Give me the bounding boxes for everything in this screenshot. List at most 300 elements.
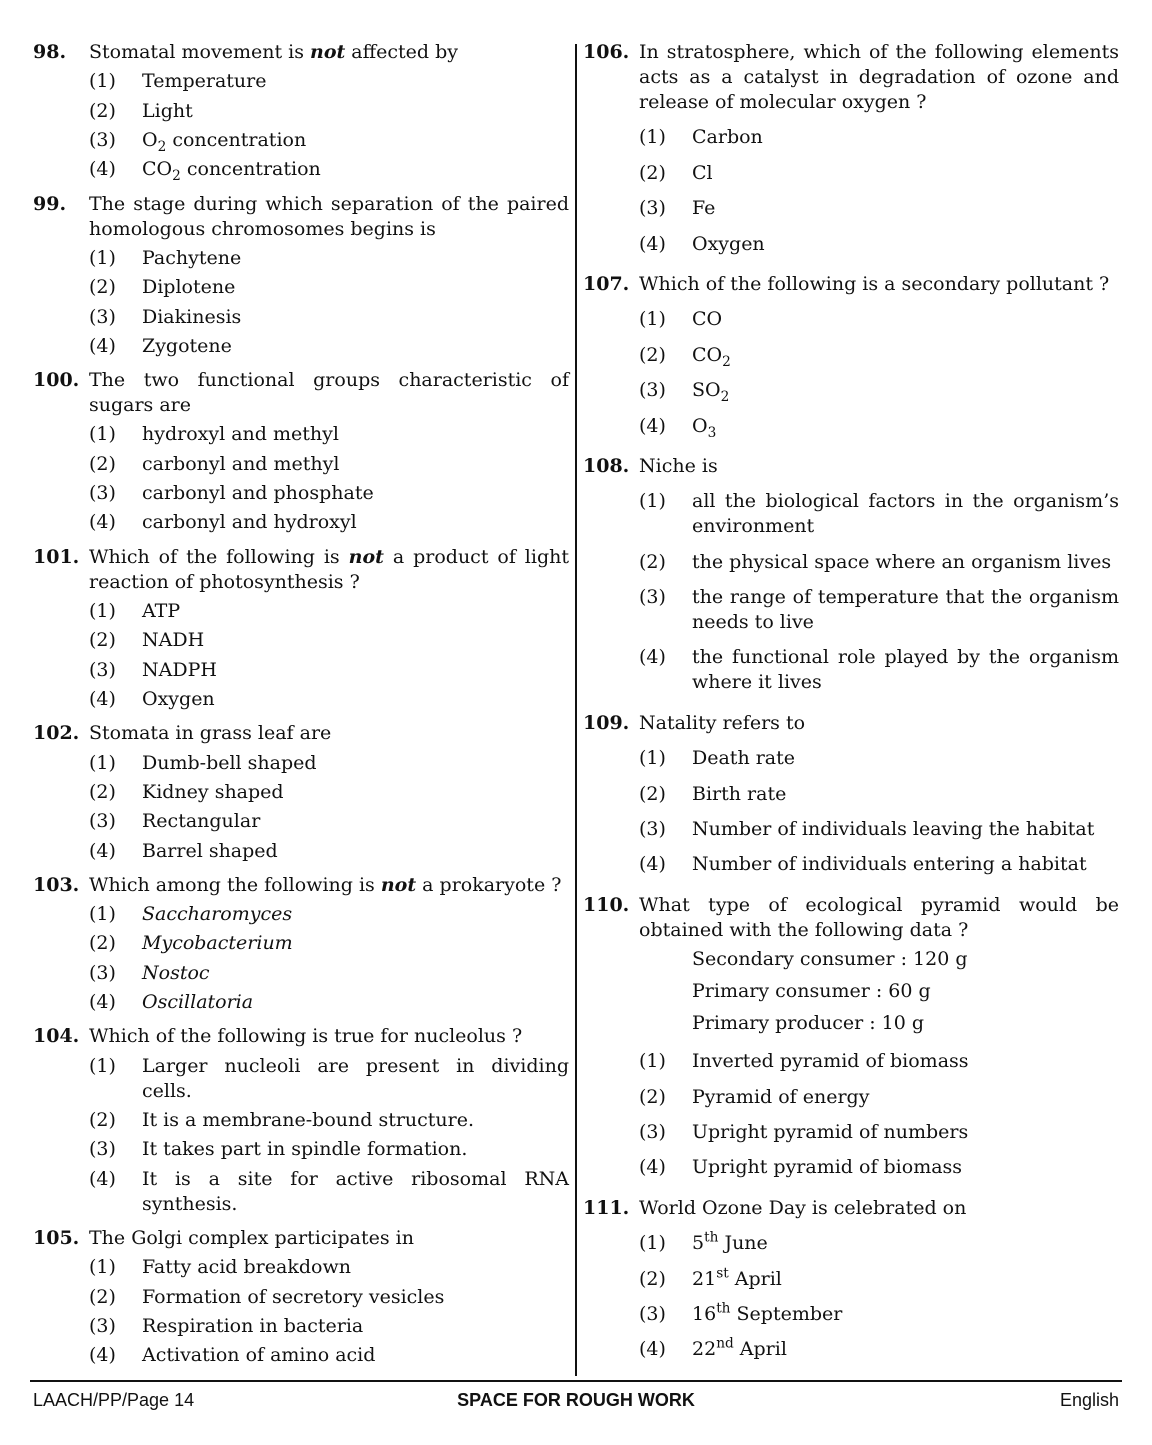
text-run: April <box>733 1338 787 1361</box>
text-run: 2 <box>720 388 730 405</box>
data-line: Secondary consumer : 120 g <box>692 947 968 970</box>
option-1 <box>89 1054 569 1104</box>
option-text <box>142 687 569 712</box>
text-run: NADPH <box>142 658 217 681</box>
option-number: (3) <box>639 379 666 402</box>
question-number: 108. <box>583 454 630 477</box>
option-list <box>89 1255 569 1368</box>
question-row <box>33 192 569 242</box>
question-number: 98. <box>33 41 67 63</box>
text-run: 22 <box>692 1338 717 1361</box>
option-text <box>142 990 569 1015</box>
option-3 <box>89 481 569 506</box>
question-number: 106. <box>583 41 630 63</box>
text-run: CO <box>692 308 723 331</box>
option-4 <box>89 1167 569 1217</box>
text-run: The Golgi complex participates in <box>89 1226 414 1249</box>
option-number: (2) <box>89 629 116 652</box>
option-4 <box>639 414 1119 439</box>
option-2 <box>89 628 569 653</box>
question-row <box>33 545 569 595</box>
question-109 <box>583 711 1119 878</box>
column-divider <box>575 44 577 1376</box>
option-number: (3) <box>89 810 116 833</box>
text-run: Dumb-bell shaped <box>142 751 317 774</box>
text-run: Oxygen <box>142 687 215 710</box>
option-text <box>692 852 1119 877</box>
option-text <box>692 343 1119 368</box>
data-line: Primary consumer : 60 g <box>692 979 931 1002</box>
option-text <box>142 839 569 864</box>
option-list <box>89 422 569 535</box>
question-text <box>639 711 1119 736</box>
question-text <box>89 1226 569 1251</box>
option-3 <box>89 305 569 330</box>
text-run: Oxygen <box>692 232 765 255</box>
question-row <box>33 40 569 65</box>
option-text <box>142 809 569 834</box>
text-run: 21 <box>692 1267 717 1290</box>
question-107 <box>583 272 1119 439</box>
option-number: (4) <box>89 839 116 862</box>
option-1 <box>89 751 569 776</box>
text-run: Natality refers to <box>639 711 806 734</box>
question-103 <box>33 873 569 1015</box>
text-run: April <box>728 1267 782 1290</box>
text-run: a product of light reaction of photosynthesis ? <box>89 545 569 593</box>
option-text <box>692 1155 1119 1180</box>
option-text <box>692 414 1119 439</box>
option-number: (4) <box>639 646 666 669</box>
option-text <box>142 1314 569 1339</box>
option-number: (1) <box>89 1054 116 1077</box>
option-number: (4) <box>639 232 666 255</box>
text-run: SO <box>692 379 721 402</box>
question-104 <box>33 1024 569 1216</box>
option-number: (4) <box>89 511 116 534</box>
text-run: The stage during which separation of the paired homologous chromosomes begins is <box>89 192 569 240</box>
question-number: 109. <box>583 711 630 734</box>
option-text <box>692 489 1119 539</box>
option-number: (3) <box>89 1138 116 1161</box>
option-text <box>692 746 1119 771</box>
question-text <box>639 454 1119 479</box>
option-2 <box>639 1267 1119 1292</box>
option-text <box>142 305 569 330</box>
option-list <box>639 125 1119 256</box>
option-text <box>142 481 569 506</box>
text-run: Fatty acid breakdown <box>142 1256 351 1279</box>
option-text <box>692 1049 1119 1074</box>
text-run: Nostoc <box>142 961 210 984</box>
option-number: (2) <box>89 932 116 955</box>
text-run: Which among the following is <box>89 873 381 896</box>
option-text <box>142 334 569 359</box>
option-1 <box>639 307 1119 332</box>
text-run: Diakinesis <box>142 305 242 328</box>
option-number: (1) <box>89 423 116 446</box>
question-98 <box>33 40 569 185</box>
text-run: all the biological factors in the organism’s environment <box>692 490 1119 538</box>
question-number: 101. <box>33 545 80 568</box>
option-list <box>639 307 1119 441</box>
option-text <box>142 1167 569 1217</box>
option-text <box>692 1302 1119 1327</box>
option-text <box>142 931 569 956</box>
option-2 <box>89 1108 569 1133</box>
question-row <box>583 272 1119 297</box>
option-number: (3) <box>89 961 116 984</box>
option-2 <box>89 931 569 956</box>
option-text <box>692 378 1119 403</box>
text-run: O <box>142 128 158 151</box>
option-number: (4) <box>639 1156 666 1179</box>
option-3 <box>639 1302 1119 1327</box>
option-text <box>142 1054 569 1104</box>
text-run: concentration <box>180 158 321 181</box>
option-number: (2) <box>639 550 666 573</box>
option-text <box>142 157 569 185</box>
option-number: (2) <box>639 161 666 184</box>
option-4 <box>639 852 1119 877</box>
text-run: Upright pyramid of biomass <box>692 1156 963 1179</box>
option-2 <box>639 782 1119 807</box>
option-number: (4) <box>89 1167 116 1190</box>
option-number: (3) <box>89 482 116 505</box>
text-run: Formation of secretory vesicles <box>142 1285 445 1308</box>
text-run: CO <box>142 158 173 181</box>
text-run: Stomata in grass leaf are <box>89 722 332 745</box>
question-text <box>89 192 569 242</box>
option-2 <box>639 161 1119 186</box>
text-run: a prokaryote ? <box>416 873 562 896</box>
question-number: 103. <box>33 873 80 896</box>
option-number: (2) <box>89 1285 116 1308</box>
option-text <box>142 69 569 94</box>
option-1 <box>639 125 1119 150</box>
text-run: CO <box>692 343 723 366</box>
option-4 <box>89 687 569 712</box>
option-number: (3) <box>639 586 666 609</box>
option-text <box>142 751 569 776</box>
option-number: (2) <box>639 1267 666 1290</box>
option-4 <box>89 157 569 185</box>
text-run: the range of temperature that the organism needs to live <box>692 586 1119 634</box>
option-4 <box>89 334 569 359</box>
option-number: (2) <box>639 782 666 805</box>
text-run: Temperature <box>142 70 267 93</box>
question-text <box>89 1024 569 1049</box>
option-3 <box>639 1120 1119 1145</box>
option-number: (3) <box>639 1302 666 1325</box>
text-run: not <box>310 41 346 63</box>
text-run: Number of individuals leaving the habitat <box>692 818 1095 841</box>
question-text <box>639 272 1119 297</box>
option-list <box>639 746 1119 877</box>
option-text <box>142 628 569 653</box>
text-run: What type of ecological pyramid would be obtained with the following data ? <box>639 893 1119 941</box>
option-text <box>692 782 1119 807</box>
text-run: not <box>348 545 384 568</box>
option-1 <box>89 246 569 271</box>
text-run: Pachytene <box>142 246 242 269</box>
text-run: September <box>730 1302 843 1325</box>
text-run: Death rate <box>692 747 796 770</box>
option-number: (4) <box>89 991 116 1014</box>
option-text <box>142 599 569 624</box>
option-text <box>692 1231 1119 1256</box>
option-3 <box>89 128 569 153</box>
option-text <box>142 1285 569 1310</box>
option-number: (1) <box>89 1256 116 1279</box>
question-99 <box>33 192 569 359</box>
option-2 <box>89 780 569 805</box>
option-list <box>639 1231 1119 1362</box>
option-2 <box>639 1085 1119 1110</box>
option-1 <box>639 1231 1119 1256</box>
question-text <box>89 40 569 65</box>
option-list <box>89 246 569 359</box>
option-number: (2) <box>89 1109 116 1131</box>
option-list <box>639 1049 1119 1180</box>
text-run: ATP <box>142 600 181 622</box>
option-3 <box>89 809 569 834</box>
option-number: (1) <box>89 600 116 622</box>
question-105 <box>33 1226 569 1368</box>
option-2 <box>89 452 569 477</box>
option-4 <box>89 839 569 864</box>
option-text <box>142 99 569 124</box>
option-number: (4) <box>639 1338 666 1361</box>
option-number: (4) <box>89 1344 116 1367</box>
option-number: (2) <box>89 780 116 803</box>
question-row <box>33 1226 569 1251</box>
option-4 <box>639 232 1119 257</box>
option-number: (1) <box>639 1232 666 1255</box>
text-run: Birth rate <box>692 782 787 805</box>
option-number: (3) <box>639 197 666 220</box>
text-run: Stomatal movement is <box>89 41 310 63</box>
option-number: (1) <box>639 490 666 513</box>
data-line: Primary producer : 10 g <box>692 1011 925 1034</box>
question-number: 102. <box>33 722 80 745</box>
text-run: In stratosphere, which of the following elements acts as a catalyst in degradation of ozone and release of molecular oxygen ? <box>639 41 1119 113</box>
text-run: the physical space where an organism lives <box>692 550 1112 573</box>
option-text <box>692 1085 1119 1110</box>
option-number: (2) <box>639 343 666 366</box>
text-run: Fe <box>692 197 716 220</box>
text-run: concentration <box>166 128 307 151</box>
option-number: (3) <box>89 305 116 328</box>
option-list <box>89 1054 569 1217</box>
text-run: Carbon <box>692 126 763 149</box>
rough-work-label: SPACE FOR ROUGH WORK <box>457 1390 695 1410</box>
option-number: (1) <box>639 1050 666 1073</box>
option-number: (4) <box>89 158 116 181</box>
question-number: 105. <box>33 1226 80 1249</box>
text-run: It takes part in spindle formation. <box>142 1138 468 1161</box>
question-111 <box>583 1196 1119 1363</box>
text-run: The two functional groups characteristic of sugars are <box>89 369 569 417</box>
question-text <box>639 1196 1119 1221</box>
option-list <box>89 69 569 185</box>
option-1 <box>89 1255 569 1280</box>
option-list <box>89 902 569 1015</box>
option-number: (3) <box>89 658 116 681</box>
option-number: (2) <box>639 1085 666 1108</box>
question-row <box>583 1196 1119 1221</box>
option-text <box>692 1267 1119 1292</box>
option-number: (1) <box>639 126 666 149</box>
question-number: 107. <box>583 272 630 295</box>
question-row <box>33 873 569 898</box>
text-run: It is a site for active ribosomal RNA synthesis. <box>142 1167 569 1215</box>
text-run: 5 <box>692 1232 705 1255</box>
option-text <box>142 961 569 986</box>
option-text <box>142 128 569 153</box>
question-number: 99. <box>33 192 67 215</box>
option-number: (4) <box>89 334 116 357</box>
text-run: carbonyl and methyl <box>142 452 340 475</box>
text-run: Inverted pyramid of biomass <box>692 1050 969 1073</box>
option-2 <box>89 1285 569 1310</box>
option-3 <box>639 817 1119 842</box>
question-101 <box>33 545 569 712</box>
option-text <box>692 550 1119 575</box>
text-run: hydroxyl and methyl <box>142 423 339 446</box>
option-text <box>142 658 569 683</box>
option-number: (1) <box>639 308 666 331</box>
text-run: Pyramid of energy <box>692 1085 870 1108</box>
option-number: (2) <box>89 276 116 299</box>
option-text <box>142 902 569 927</box>
option-1 <box>89 69 569 94</box>
option-3 <box>89 658 569 683</box>
left-column <box>33 40 569 1378</box>
option-3 <box>89 961 569 986</box>
text-run: 2 <box>722 353 731 370</box>
question-106 <box>583 40 1119 257</box>
footer-divider <box>30 1380 1122 1382</box>
option-3 <box>639 585 1119 635</box>
text-run: Which of the following is <box>89 545 349 568</box>
text-run: th <box>704 1229 719 1246</box>
option-text <box>142 452 569 477</box>
option-3 <box>639 196 1119 221</box>
option-4 <box>639 1337 1119 1362</box>
option-number: (3) <box>89 128 116 151</box>
text-run: World Ozone Day is celebrated on <box>639 1196 967 1219</box>
option-text <box>692 196 1119 221</box>
question-110 <box>583 893 1119 1181</box>
option-text <box>692 645 1119 695</box>
option-text <box>142 1255 569 1280</box>
text-run: Barrel shaped <box>142 839 278 862</box>
option-text <box>142 1137 569 1162</box>
text-run: carbonyl and hydroxyl <box>142 511 357 534</box>
option-4 <box>89 990 569 1015</box>
text-run: Respiration in bacteria <box>142 1314 364 1337</box>
text-run: not <box>380 873 417 896</box>
option-number: (3) <box>639 1120 666 1143</box>
text-run: Mycobacterium <box>142 932 293 955</box>
option-4 <box>639 645 1119 695</box>
option-text <box>692 125 1119 150</box>
text-run: Cl <box>692 161 713 184</box>
text-run: th <box>716 1300 731 1317</box>
option-text <box>142 1343 569 1368</box>
question-100 <box>33 368 569 535</box>
text-run: Saccharomyces <box>142 903 293 926</box>
option-3 <box>89 1314 569 1339</box>
option-number: (1) <box>89 903 116 926</box>
text-run: Diplotene <box>142 276 236 299</box>
option-3 <box>89 1137 569 1162</box>
option-list <box>89 751 569 864</box>
text-run: O <box>692 414 708 437</box>
text-run: Which of the following is a secondary pollutant ? <box>639 272 1110 295</box>
question-text <box>639 893 1119 943</box>
option-list <box>639 489 1119 695</box>
option-text <box>142 1108 569 1133</box>
right-column <box>583 40 1119 1378</box>
option-4 <box>89 510 569 535</box>
text-run: Niche is <box>639 454 718 477</box>
text-run: 3 <box>707 424 717 441</box>
question-number: 111. <box>583 1196 630 1219</box>
text-run: Upright pyramid of numbers <box>692 1120 969 1143</box>
option-1 <box>89 902 569 927</box>
option-1 <box>89 422 569 447</box>
question-102 <box>33 721 569 863</box>
option-list <box>89 599 569 712</box>
option-2 <box>639 550 1119 575</box>
option-2 <box>89 99 569 124</box>
option-text <box>692 1120 1119 1145</box>
option-1 <box>639 1049 1119 1074</box>
text-run: Light <box>142 99 193 122</box>
option-4 <box>89 1343 569 1368</box>
text-run: Number of individuals entering a habitat <box>692 853 1087 876</box>
question-number: 104. <box>33 1025 80 1048</box>
option-1 <box>639 746 1119 771</box>
question-row <box>583 711 1119 736</box>
option-text <box>692 307 1119 332</box>
text-run: Which of the following is true for nucleolus ? <box>89 1025 523 1048</box>
text-run: NADH <box>142 629 205 652</box>
text-run: Activation of amino acid <box>142 1344 376 1367</box>
option-text <box>142 422 569 447</box>
option-number: (4) <box>639 414 666 437</box>
option-text <box>142 780 569 805</box>
question-text <box>89 721 569 746</box>
option-number: (1) <box>89 751 116 774</box>
text-run: Zygotene <box>142 334 232 357</box>
option-number: (3) <box>89 1314 116 1337</box>
option-number: (3) <box>639 818 666 841</box>
text-run: June <box>718 1232 768 1255</box>
question-row <box>33 368 569 418</box>
option-3 <box>639 378 1119 403</box>
option-2 <box>89 275 569 300</box>
option-number: (2) <box>89 99 116 122</box>
option-text <box>692 232 1119 257</box>
text-run: 16 <box>692 1302 717 1325</box>
question-row <box>583 454 1119 479</box>
option-4 <box>639 1155 1119 1180</box>
option-2 <box>639 343 1119 368</box>
option-1 <box>89 599 569 624</box>
